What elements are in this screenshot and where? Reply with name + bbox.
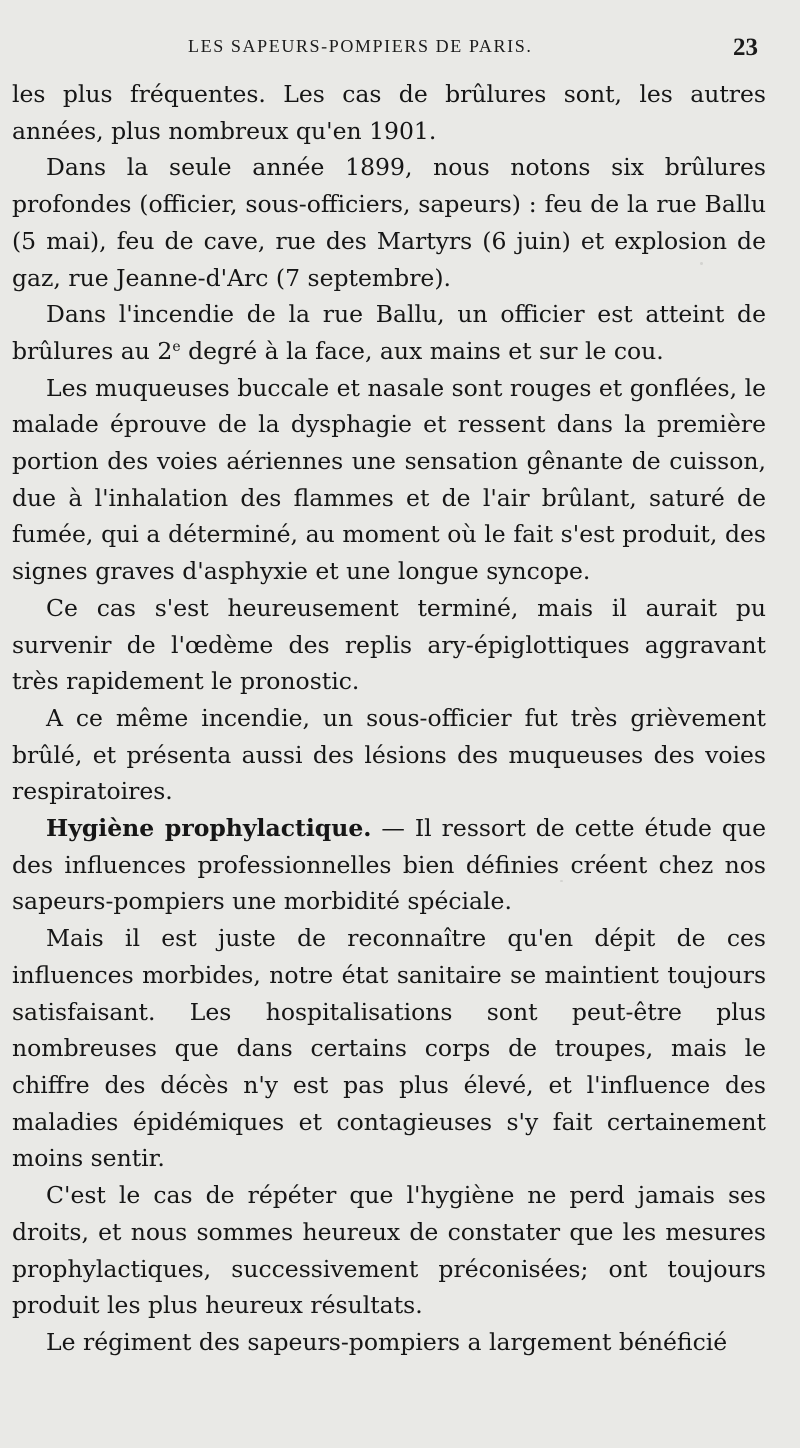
paragraph-continued xyxy=(12,76,766,149)
paragraph-text: A ce même incendie, un sous-officier fut très grièvement brûlé, et présenta aussi des lésions des muqueuses des voies respiratoires. xyxy=(12,703,766,806)
paragraph-sanitary-state xyxy=(12,920,766,1177)
paper-speck xyxy=(700,262,703,265)
paragraph-hygiene xyxy=(12,810,766,920)
paragraph-text: Dans l'incendie de la rue Ballu, un officier est atteint de brûlures au 2 xyxy=(12,300,766,365)
paragraph-text: Mais il est juste de reconnaître qu'en dépit de ces influences morbides, notre état sanitaire se maintient toujours satisfaisant. Les hospitalisations sont peut-être plus nombreuses que dans certains corps de troupes, mais le chiffre des décès n'y est pas plus élevé, et l'influence des maladies épidémiques et contagieuses s'y fait certainement moins sentir. xyxy=(12,924,766,1173)
paragraph-outcome xyxy=(12,590,766,700)
page-number: 23 xyxy=(733,34,758,61)
paragraph-text: les plus fréquentes. Les cas de brûlures sont, les autres années, plus nombreux qu'en 1901. xyxy=(12,80,766,145)
paper-speck xyxy=(560,880,563,882)
body-text xyxy=(12,76,766,1361)
section-heading: Hygiène prophylactique. xyxy=(46,814,372,843)
paragraph-text: — Il ressort de cette étude que des influences professionnelles bien définies créent chez nos sapeurs-pompiers une morbidité spéciale. xyxy=(12,814,766,916)
paragraph-text: Les muqueuses buccale et nasale sont rouges et gonflées, le malade éprouve de la dysphagie et ressent dans la première portion des voies aériennes une sensation gênante de cuisson, due à l'inhalation des flammes et de l'air brûlant, saturé de fumée, qui a déterminé, au moment où le fait s'est produit, des signes graves d'asphyxie et une longue syncope. xyxy=(12,373,766,586)
paragraph-text: C'est le cas de répéter que l'hygiène ne perd jamais ses droits, et nous sommes heureux de constater que les mesures prophylactiques, successivement préconisées; ont toujours produit les plus heureux résultats. xyxy=(12,1181,766,1320)
paragraph-burns-1899 xyxy=(12,149,766,296)
running-title: LES SAPEURS-POMPIERS DE PARIS. xyxy=(188,36,533,56)
paragraph-text: Dans la seule année 1899, nous notons six brûlures profondes (officier, sous-officiers, sapeurs) : feu de la rue Ballu (5 mai), feu de cave, rue des Martyrs (6 juin) et explosion de gaz, rue Jeanne-d'Arc (7 septembre). xyxy=(12,153,766,292)
paragraph-regiment xyxy=(12,1324,766,1361)
paragraph-text: Ce cas s'est heureusement terminé, mais il aurait pu survenir de l'œdème des replis ary-épiglottiques aggravant très rapidement le pronostic. xyxy=(12,593,766,696)
paper-speck xyxy=(380,1198,382,1200)
paragraph-text: Le régiment des sapeurs-pompiers a largement bénéficié xyxy=(46,1327,728,1356)
paragraph-text: degré à la face, aux mains et sur le cou. xyxy=(180,336,664,365)
running-header xyxy=(0,36,800,66)
superscript: e xyxy=(172,338,181,355)
paragraph-prophylaxis xyxy=(12,1177,766,1324)
paragraph-rue-ballu-officer xyxy=(12,296,766,369)
paper-speck xyxy=(120,612,122,614)
paragraph-sous-officier xyxy=(12,700,766,810)
paragraph-symptoms xyxy=(12,370,766,590)
